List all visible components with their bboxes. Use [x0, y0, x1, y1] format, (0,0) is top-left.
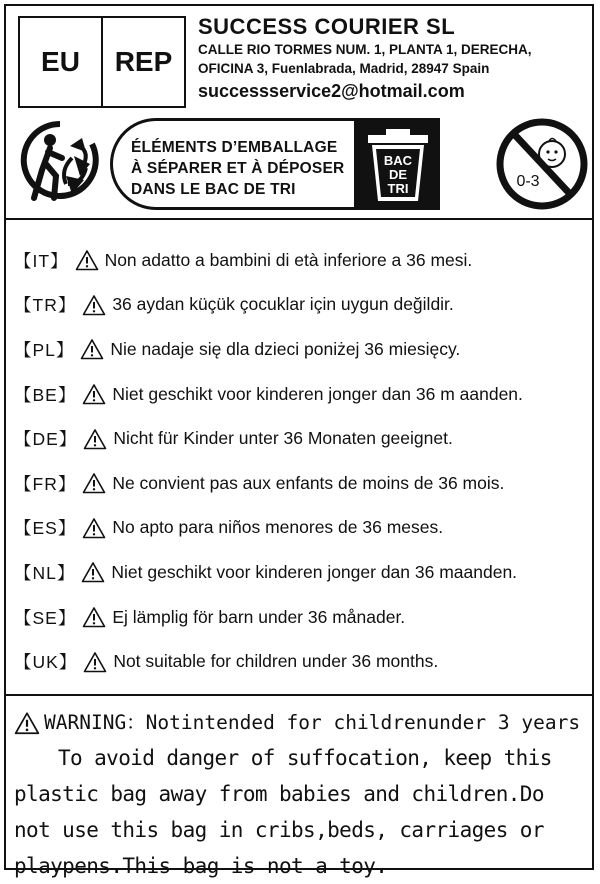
language-code: 【SE】 — [14, 607, 77, 628]
language-code: 【FR】 — [14, 473, 77, 494]
warning-triangle-icon — [83, 651, 107, 673]
address-line-1: CALLE RIO TORMES NUM. 1, PLANTA 1, DERECHA, — [198, 42, 532, 57]
language-row — [14, 327, 586, 372]
product-label — [4, 4, 594, 878]
language-row — [14, 416, 586, 461]
warning-triangle-icon — [81, 561, 105, 583]
eu-text: EU — [41, 46, 80, 77]
language-row — [14, 639, 586, 684]
language-code: 【UK】 — [14, 652, 78, 673]
language-code: 【IT】 — [14, 250, 69, 271]
warning-block — [14, 706, 588, 884]
sorting-line-3: DANS LE BAC DE TRI — [131, 181, 296, 198]
sorting-text — [131, 137, 344, 200]
language-code: 【PL】 — [14, 339, 75, 360]
bin-text-1: BAC — [383, 153, 413, 168]
language-row — [14, 461, 586, 506]
language-text: Nie nadaje się dla dzieci poniżej 36 miesięcy. — [110, 338, 461, 359]
language-text: 36 aydan küçük çocuklar için uygun değildir. — [112, 294, 454, 315]
warning-body-wrap — [14, 740, 588, 884]
warning-heading: WARNING：Notintended for childrenunder 3 years — [44, 711, 581, 734]
language-warnings — [14, 238, 586, 684]
language-text: Ej lämplig för barn under 36 månader. — [112, 606, 406, 627]
warning-triangle-icon — [75, 249, 99, 271]
language-row — [14, 506, 586, 551]
age-0-3-prohibited-icon — [494, 116, 590, 212]
bin-panel — [354, 121, 440, 207]
triman-recycling-icon — [20, 118, 100, 206]
divider-bottom — [6, 694, 592, 696]
language-code: 【NL】 — [14, 562, 76, 583]
language-code: 【TR】 — [14, 295, 77, 316]
sorting-instruction-badge — [110, 118, 440, 210]
age-label: 0-3 — [516, 173, 540, 190]
warning-heading-row — [14, 706, 588, 740]
language-text: Non adatto a bambini di età inferiore a 36 mesi. — [104, 249, 473, 270]
warning-triangle-icon — [82, 517, 106, 539]
language-code: 【DE】 — [14, 429, 78, 450]
warning-body: To avoid danger of suffocation, keep this plastic bag away from babies and children.Do not use this bag in cribs,beds, carriages or playpens.This bag is not a toy. — [14, 746, 552, 878]
language-row — [14, 372, 586, 417]
language-row — [14, 283, 586, 328]
language-row — [14, 238, 586, 283]
warning-triangle-icon — [80, 338, 104, 360]
warning-triangle-icon — [82, 383, 106, 405]
warning-triangle-icon — [82, 472, 106, 494]
language-text: Ne convient pas aux enfants de moins de 36 mois. — [112, 472, 505, 493]
sorting-bin-icon — [362, 125, 434, 205]
sorting-line-2: À SÉPARER ET À DÉPOSER — [131, 160, 345, 177]
company-name: SUCCESS COURIER SL — [198, 14, 456, 39]
warning-triangle-icon — [83, 428, 107, 450]
language-text: No apto para niños menores de 36 meses. — [112, 517, 444, 538]
eu-rep-box — [18, 16, 186, 108]
warning-triangle-icon — [82, 606, 106, 628]
sorting-line-1: ÉLÉMENTS D’EMBALLAGE — [131, 139, 338, 156]
language-row — [14, 550, 586, 595]
language-text: Not suitable for children under 36 months. — [113, 651, 439, 672]
warning-triangle-icon — [14, 711, 40, 735]
bin-text-2: DE — [388, 167, 408, 182]
language-code: 【ES】 — [14, 518, 77, 539]
language-text: Niet geschikt voor kinderen jonger dan 36 m aanden. — [112, 383, 523, 404]
address-line-2: OFICINA 3, Fuenlabrada, Madrid, 28947 Spain — [198, 61, 490, 76]
warning-triangle-icon — [82, 294, 106, 316]
bin-text-3: TRI — [387, 181, 409, 196]
language-text: Nicht für Kinder unter 36 Monaten geeignet. — [113, 428, 453, 449]
company-info — [198, 14, 588, 102]
language-text: Niet geschikt voor kinderen jonger dan 36 maanden. — [111, 561, 518, 582]
company-email: successservice2@hotmail.com — [198, 81, 465, 101]
language-code: 【BE】 — [14, 384, 77, 405]
divider-top — [6, 218, 592, 220]
label-header — [6, 6, 592, 218]
language-row — [14, 595, 586, 640]
rep-text: REP — [101, 18, 184, 106]
